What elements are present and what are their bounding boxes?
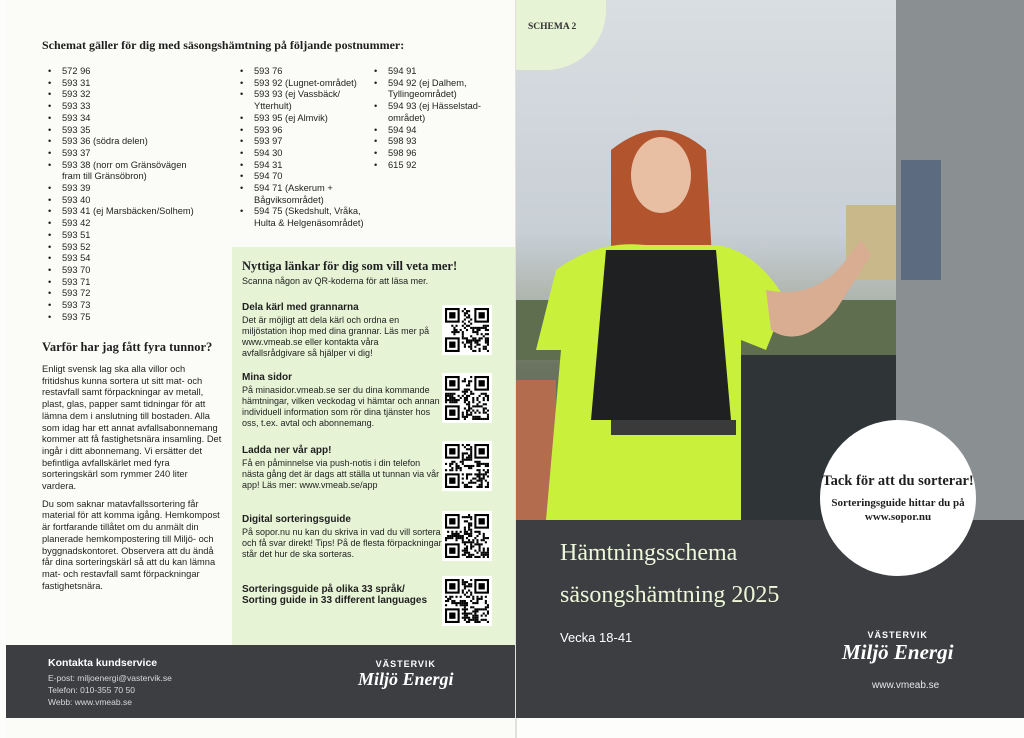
week-range: Vecka 18-41 bbox=[560, 630, 633, 645]
qr-code-icon[interactable] bbox=[442, 305, 492, 355]
postcode-item: • 593 36 (södra delen) bbox=[48, 136, 198, 148]
thanks-title: Tack för att du sorterar! bbox=[822, 473, 974, 489]
postcode-item: • 593 37 bbox=[48, 148, 198, 160]
postcode-item: • 615 92 bbox=[374, 160, 484, 172]
contact-web: Webb: www.vmeab.se bbox=[48, 697, 132, 707]
postcode-item: • 593 41 (ej Marsbäcken/Solhem) bbox=[48, 206, 198, 218]
postcode-item: • 594 30 bbox=[240, 148, 370, 160]
schema-label: SCHEMA 2 bbox=[528, 22, 577, 32]
contact-footer bbox=[6, 645, 516, 718]
postcode-item: • 593 32 bbox=[48, 89, 198, 101]
links-title: Nyttiga länkar för dig som vill veta mer! bbox=[242, 259, 458, 273]
main-subtitle: säsongshämtning 2025 bbox=[560, 582, 780, 608]
link-title: Sorteringsguide på olika 33 språk/ Sorting guide in 33 different languages bbox=[242, 584, 428, 606]
postcode-item: • 593 93 (ej Vassbäck/ Ytterhult) bbox=[240, 89, 370, 112]
links-subtitle: Scanna någon av QR-koderna för att läsa mer. bbox=[242, 276, 429, 286]
postcode-item: • 594 92 (ej Dalhem, Tyllingeområdet) bbox=[374, 78, 484, 101]
qr-code-icon[interactable] bbox=[442, 441, 492, 491]
link-title: Ladda ner vår app! bbox=[242, 445, 332, 456]
postcode-intro: Schemat gäller för dig med säsongshämtning på följande postnummer: bbox=[42, 38, 405, 52]
why-paragraph-1: Enligt svensk lag ska alla villor och fritidshus kunna sortera ut sitt mat- och restavfall samt förpackningar av metall, plast, glas, papper samt tidningar för att lämna dem i anslutning till bostaden. Alla som idag har ett annat avfallsabonnemang kommer att få fastighetsnära insamling. Det ingår i ditt abonnemang. Vi ersätter det befintliga avfallskärlet med fyra sorteringskärl som rymmer 240 liter vardera. bbox=[42, 364, 222, 492]
contact-title: Kontakta kundservice bbox=[48, 657, 158, 669]
qr-code-icon[interactable] bbox=[442, 373, 492, 423]
postcode-item: • 593 40 bbox=[48, 195, 198, 207]
qr-code-icon[interactable] bbox=[442, 511, 492, 561]
why-paragraph-2: Du som saknar matavfallssortering får material för att komma igång. Hemkompost är fortfarande tillåtet om du anmält din planerade hemkompostering till Miljö- och byggnadskontoret. Observera att du ändå får dina sorteringskärl så att du kan lämna mat- och restavfall samt förpackningar fastighetsnära. bbox=[42, 498, 220, 591]
postcode-item: • 594 31 bbox=[240, 160, 370, 172]
thanks-subtitle: Sorteringsguide hittar du på www.sopor.nu bbox=[831, 497, 965, 523]
postcode-list-2 bbox=[240, 66, 370, 230]
postcode-item: • 593 42 bbox=[48, 218, 198, 230]
why-title: Varför har jag fått fyra tunnor? bbox=[42, 340, 213, 354]
postcode-list-3 bbox=[374, 66, 484, 171]
postcode-item: • 572 96 bbox=[48, 66, 198, 78]
link-text: På sopor.nu nu kan du skriva in vad du vill sortera och få svar direkt! Tips! På de flesta förpackningar står det hur de ska sorteras. bbox=[242, 527, 442, 559]
link-mina-sidor bbox=[242, 372, 442, 429]
link-title: Mina sidor bbox=[242, 372, 293, 383]
postcode-item: • 598 96 bbox=[374, 148, 484, 160]
postcode-item: • 593 96 bbox=[240, 125, 370, 137]
postcode-item: • 593 38 (norr om Gränsövägen fram till Gränsöbron) bbox=[48, 160, 198, 183]
postcode-item: • 593 76 bbox=[240, 66, 370, 78]
postcode-item: • 593 71 bbox=[48, 277, 198, 289]
logo-small-text: VÄSTERVIK bbox=[375, 659, 436, 669]
why-section bbox=[42, 340, 222, 598]
link-text: På minasidor.vmeab.se ser du dina kommande hämtningar, vilken veckodag vi hämtar och annan individuell information som rör dina tjänster hos oss, t.ex. avtal och abonnemang. bbox=[242, 385, 440, 428]
postcode-item: • 593 33 bbox=[48, 101, 198, 113]
link-sorting-guide bbox=[242, 514, 442, 560]
postcode-item: • 598 93 bbox=[374, 136, 484, 148]
postcode-item: • 593 34 bbox=[48, 113, 198, 125]
link-app bbox=[242, 445, 442, 491]
postcode-item: • 594 75 (Skedshult, Vråka, Hulta & Helgenäsområdet) bbox=[240, 206, 370, 229]
right-panel bbox=[516, 0, 1024, 738]
postcode-item: • 593 51 bbox=[48, 230, 198, 242]
postcode-item: • 593 97 bbox=[240, 136, 370, 148]
main-title: Hämtningsschema bbox=[560, 540, 738, 566]
contact-email: E-post: miljoenergi@vastervik.se bbox=[48, 673, 172, 683]
postcode-item: • 594 91 bbox=[374, 66, 484, 78]
website-link[interactable]: www.vmeab.se bbox=[872, 680, 940, 691]
brand-logo bbox=[358, 659, 454, 690]
postcode-item: • 593 72 bbox=[48, 288, 198, 300]
postcode-item: • 594 70 bbox=[240, 171, 370, 183]
postcode-item: • 593 35 bbox=[48, 125, 198, 137]
postcode-item: • 593 52 bbox=[48, 242, 198, 254]
postcode-item: • 593 39 bbox=[48, 183, 198, 195]
postcode-item: • 593 31 bbox=[48, 78, 198, 90]
postcode-item: • 594 71 (Askerum + Bågviksområdet) bbox=[240, 183, 370, 206]
link-title: Dela kärl med grannarna bbox=[242, 302, 359, 313]
postcode-item: • 593 75 bbox=[48, 312, 198, 324]
postcode-item: • 593 92 (Lugnet-området) bbox=[240, 78, 370, 90]
useful-links-box bbox=[232, 247, 516, 645]
postcode-item: • 594 93 (ej Hässelstad-området) bbox=[374, 101, 484, 124]
link-title: Digital sorteringsguide bbox=[242, 514, 351, 525]
postcode-list-1 bbox=[48, 66, 198, 323]
link-text: Det är möjligt att dela kärl och ordna en miljöstation ihop med dina grannar. Läs mer på www.vmeab.se eller kontakta våra avfallsrådgivare så hjälper vi dig! bbox=[242, 315, 430, 358]
logo-big-text: Miljö Energi bbox=[842, 640, 954, 664]
postcode-item: • 593 95 (ej Almvik) bbox=[240, 113, 370, 125]
link-languages bbox=[242, 584, 442, 608]
postcode-item: • 593 73 bbox=[48, 300, 198, 312]
link-text: Få en påminnelse via push-notis i din telefon nästa gång det är dags att ställa ut tunnan via vår app! Läs mer: www.vmeab.se/app bbox=[242, 458, 440, 490]
qr-code-icon[interactable] bbox=[442, 576, 492, 626]
brand-logo-right bbox=[842, 630, 953, 665]
thanks-circle bbox=[820, 420, 976, 576]
postcode-item: • 593 70 bbox=[48, 265, 198, 277]
postcode-item: • 594 94 bbox=[374, 125, 484, 137]
logo-small-text: VÄSTERVIK bbox=[867, 630, 928, 640]
postcode-item: • 593 54 bbox=[48, 253, 198, 265]
contact-phone: Telefon: 010-355 70 50 bbox=[48, 685, 135, 695]
logo-big-text: Miljö Energi bbox=[358, 669, 454, 689]
link-share-bins bbox=[242, 302, 442, 359]
